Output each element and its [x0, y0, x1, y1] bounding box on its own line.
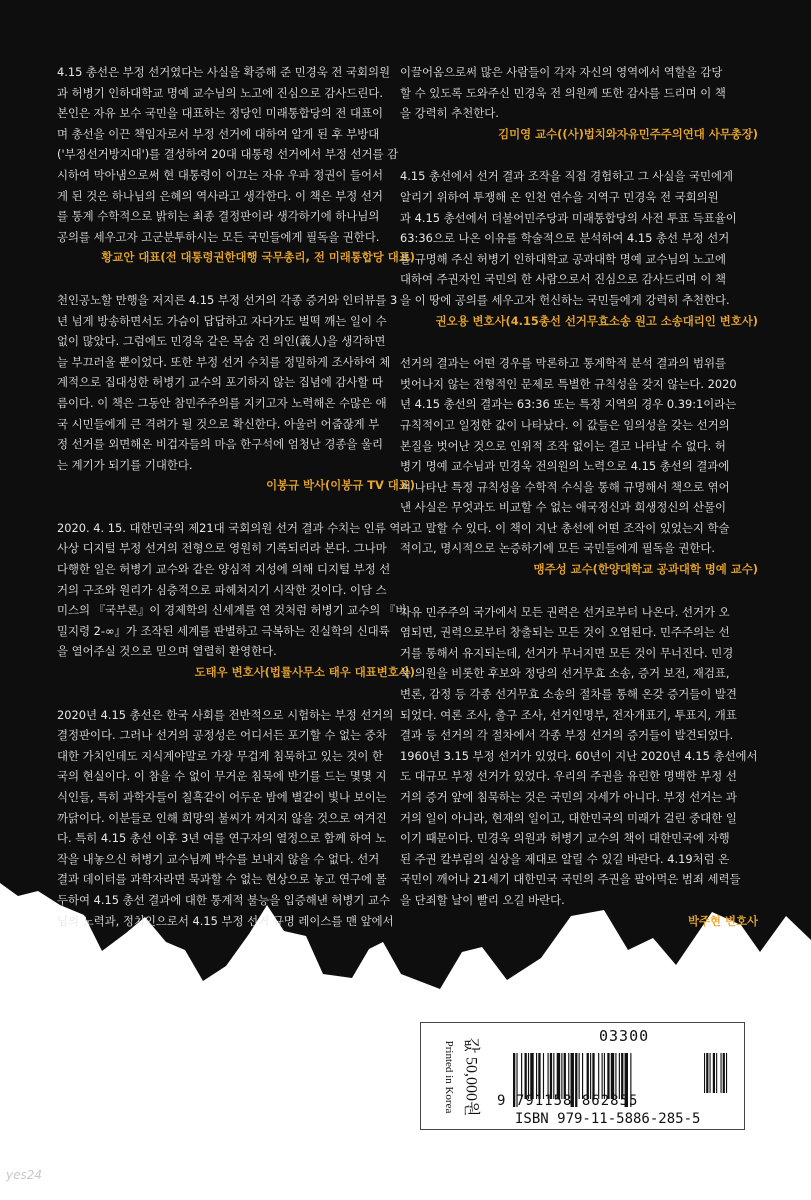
text-line: 되었다. 여론 조사, 출구 조사, 선거인명부, 전자개표기, 투표지, 개표	[400, 707, 737, 722]
text-line: 을 단죄할 날이 빨리 오길 바란다.	[400, 892, 565, 907]
text-line: 거의 구조와 원리가 심층적으로 파헤쳐지기 시작한 것이다. 이담 스	[57, 582, 387, 597]
text-line: 까닭이다. 이분들로 인해 희망의 불씨가 꺼지지 않을 것으로 여겨진	[57, 810, 387, 825]
recommendation-right-2	[400, 166, 758, 331]
text-line: 없이 많았다. 그럼에도 민경욱 같은 목숨 건 의인(義人)을 생각하면	[57, 334, 386, 349]
text-line: 알리기 위하여 투쟁해 온 인천 연수을 지역구 민경욱 전 국회의원	[400, 189, 719, 204]
recommender-signature: 박주현 변호사	[688, 913, 758, 928]
text-line: 며 총선을 이끈 책임자로서 부정 선거에 대하여 알게 된 후 부방대	[57, 126, 380, 141]
text-line: 본질을 벗어난 것으로 인위적 조작 없이는 결코 나타날 수 없다. 허	[400, 438, 726, 453]
text-line: 시하여 막아냄으로써 현 대통령이 이끄는 자유 우파 정권이 들어서	[57, 167, 384, 182]
text-line: 과 4.15 총선에서 더불어민주당과 미래통합당의 사전 투표 득표율이	[400, 210, 737, 225]
text-line: 년 4.15 총선의 결과는 63:36 또는 특정 지역의 경우 0.39:1이라는	[400, 397, 737, 412]
text-line: 변론, 감정 등 각종 선거무효 소송의 절차를 통해 온갖 증거들이 발견	[400, 687, 737, 702]
text-line: 과 허병기 인하대학교 명예 교수님의 노고에 진심으로 감사드린다.	[57, 85, 384, 100]
text-line: 4.15 총선에서 선거 결과 조작을 직접 경험하고 그 사실을 국민에게	[400, 169, 734, 184]
text-line: 대한 가치인데도 지식계야말로 가장 무겁게 침묵하고 있는 것이 한	[57, 748, 384, 763]
text-line: 결과 등 선거의 각 절차에서 각종 부정 선거의 증거들이 발견되었다.	[400, 728, 734, 743]
text-line: 낸 사실은 무엇과도 비교할 수 없는 애국정신과 희생정신의 산물이	[400, 500, 727, 515]
price-text: 값 50,000원	[462, 1037, 480, 1117]
text-line: 라고 말할 수 있다. 이 책이 지난 총선에 어떤 조작이 있었는지 학술	[400, 520, 730, 535]
recommender-signature: 김미영 교수((사)법치와자유민주주의연대 사무총장)	[498, 126, 758, 141]
addon-bar	[704, 1053, 705, 1093]
text-line: 다행한 일은 허병기 교수와 같은 양심적 지성에 의해 디지털 부정 선	[57, 562, 391, 577]
recommendation-left-3	[57, 518, 415, 683]
text-line: 선거의 결과는 어떤 경우를 막론하고 통계학적 분석 결과의 범위를	[400, 356, 727, 371]
printed-in-korea-text: Printed in Korea	[443, 1040, 455, 1114]
text-line: 님의 노력과, 정치인으로서 4.15 부정 선거 규명 레이스를 맨 앞에서	[57, 913, 394, 928]
text-line: 를 규명해 주신 허병기 인하대학교 공과대학 명예 교수님의 노고에	[400, 251, 727, 266]
text-line: 벗어나지 않는 전형적인 문제로 특별한 규칙성을 갖지 않는다. 2020	[400, 376, 737, 391]
recommender-signature: 황교안 대표(전 대통령권한대행 국무총리, 전 미래통합당 대표)	[101, 250, 415, 265]
recommendation-right-4	[400, 602, 758, 932]
text-line: 염되면, 권력으로부터 창출되는 모든 것이 오염된다. 민주주의는 선	[400, 625, 730, 640]
recommender-signature: 권오용 변호사(4.15총선 선거무효소송 원고 소송대리인 변호사)	[435, 313, 758, 328]
addon-number: 03300	[599, 1027, 650, 1045]
text-line: 을 강력히 추천한다.	[400, 106, 499, 121]
recommendation-right-3	[400, 353, 758, 580]
addon-bar	[721, 1053, 722, 1093]
text-line: 결과 데이터를 과학자라면 묵과할 수 없는 현상으로 놓고 연구에 몰	[57, 872, 387, 887]
text-line: 두하여 4.15 총선 결과에 대한 통계적 불능을 입증해낸 허병기 교수	[57, 892, 391, 907]
recommendation-text	[400, 602, 758, 911]
text-line: 름이다. 이 책은 그동안 참민주주의를 지키고자 노력해온 수많은 애	[57, 395, 387, 410]
text-line: 대하여 주권자인 국민의 한 사람으로서 진심으로 감사드리며 이 책	[400, 272, 727, 287]
text-line: 2020년 4.15 총선은 한국 사회를 전반적으로 시험하는 부정 선거의	[57, 707, 394, 722]
recommendation-text	[400, 353, 758, 559]
recommendation-text	[57, 518, 415, 662]
recommendation-text	[400, 62, 758, 124]
recommendation-text	[57, 705, 415, 932]
isbn-barcode-box	[420, 1022, 745, 1130]
text-line: 거를 통해서 유지되는데, 선거가 무너지면 모든 것이 무너진다. 민경	[400, 645, 734, 660]
text-line: 다. 특히 4.15 총선 이후 3년 여를 연구자의 열정으로 함께 하여 노	[57, 831, 387, 846]
recommendation-left-1	[57, 62, 415, 268]
recommender-signature: 맹주성 교수(한양대학교 공과대학 명예 교수)	[533, 562, 758, 577]
addon-bar	[726, 1053, 727, 1093]
text-line: 도 대규모 부정 선거가 있었다. 우리의 주권을 유린한 명백한 부정 선	[400, 769, 737, 784]
right-column	[400, 62, 758, 953]
text-line: 4.15 총선은 부정 선거였다는 사실을 확증해 준 민경욱 전 국회의원	[57, 65, 391, 79]
price-label	[421, 1023, 499, 1131]
text-line: 년 넘게 방송하면서도 가슴이 답답하고 자다가도 벌떡 깨는 일이 수	[57, 313, 387, 328]
text-line: 미스의 『국부론』이 경제학의 신세계를 연 것처럼 허병기 교수의 『비	[57, 603, 407, 618]
text-line: 정 선거를 외면해온 비겁자들의 마음 한구석에 엄청난 경종을 울리	[57, 437, 384, 452]
text-line: 이끌어옴으로써 많은 사람들이 각자 자신의 영역에서 역할을 감당	[400, 65, 723, 79]
addon-bar	[706, 1053, 708, 1093]
text-line: 거의 일이 아니라, 현재의 일이고, 대한민국의 미래가 걸린 중대한 일	[400, 810, 737, 825]
text-line: 2020. 4. 15. 대한민국의 제21대 국회의원 선거 결과 수치는 인류 역	[57, 520, 401, 535]
left-column	[57, 62, 415, 931]
text-line: 자유 민주주의 국가에서 모든 권력은 선거로부터 나온다. 선거가 오	[400, 604, 730, 619]
text-line: 서 나타난 특정 규칙성을 수학적 수식을 통해 규명해서 책으로 엮어	[400, 479, 730, 494]
text-line: 결정판이다. 그러나 선거의 공정성은 어디서든 포기할 수 없는 중차	[57, 728, 387, 743]
recommendation-text	[400, 166, 758, 310]
text-line: 된 주권 칼부림의 실상을 제대로 알릴 수 있길 바란다. 4.19처럼 온	[400, 851, 730, 866]
text-line: 을 이 땅에 공의를 세우고자 헌신하는 국민들에게 강력히 추천한다.	[400, 292, 730, 307]
text-line: 늘 부끄러울 뿐이었다. 또한 부정 선거 수치를 정밀하게 조사하여 체	[57, 354, 391, 369]
text-line: 할 수 있도록 도와주신 민경욱 전 의원께 또한 감사를 드리며 이 책	[400, 85, 726, 100]
text-line: ('부정선거방지대')를 결성하여 20대 대통령 선거에서 부정 선거를 감	[57, 147, 399, 162]
text-line: 국 시민들에게 큰 격려가 될 것으로 확신한다. 아울러 어줍잖게 부	[57, 416, 380, 431]
text-line: 공의를 세우고자 고군분투하시는 모든 국민들에게 필독을 권한다.	[57, 229, 380, 244]
addon-barcode	[703, 1053, 737, 1093]
text-line: 국의 현실이다. 이 참을 수 없이 무거운 침묵에 반기를 드는 몇몇 지	[57, 769, 387, 784]
recommendation-left-2	[57, 290, 415, 496]
text-line: 63:36으로 나온 이유를 학술적으로 분석하여 4.15 총선 부정 선거	[400, 231, 730, 246]
addon-bar	[716, 1053, 717, 1093]
text-line: 국민이 깨어나 21세기 대한민국 국민의 주권을 팔아먹은 범죄 세력들	[400, 872, 741, 887]
text-line: 병기 명예 교수님과 민경욱 전의원의 노력으로 4.15 총선의 결과에	[400, 459, 730, 474]
recommendation-right-1	[400, 62, 758, 144]
text-line: 밀지령 2-∞』가 조작된 세계를 판별하고 극복하는 진실학의 신대륙	[57, 623, 390, 638]
text-line: 거의 증거 앞에 침묵하는 것은 국민의 자세가 아니다. 부정 선거는 과	[400, 790, 737, 804]
text-line: 본인은 자유 보수 국민을 대표하는 정당인 미래통합당의 전 대표이	[57, 106, 384, 121]
text-line: 규칙적이고 일정한 값이 나타났다. 이 값들은 임의성을 갖는 선거의	[400, 417, 730, 432]
text-line: 게 된 것은 하나님의 은혜의 역사라고 생각한다. 이 책은 부정 선거	[57, 188, 383, 203]
text-line: 천인공노할 만행을 저지른 4.15 부정 선거의 각종 증거와 인터뷰를 3	[57, 292, 398, 307]
isbn-text: ISBN 979-11-5886-285-5	[515, 1111, 701, 1127]
text-line: 이기 때문이다. 민경욱 의원과 허병기 교수의 책이 대한민국에 자행	[400, 831, 730, 846]
text-line: 를 통계 수학적으로 밝히는 최종 결정판이라 생각하기에 하나님의	[57, 209, 380, 224]
text-line: 계적으로 집대성한 허병기 교수의 포기하지 않는 집념에 감사할 따	[57, 375, 384, 390]
text-line: 욱 의원을 비롯한 후보와 정당의 선거무효 소송, 증거 보전, 재검표,	[400, 666, 730, 681]
text-line: 작을 내놓으신 허병기 교수님께 박수를 보내지 않을 수 없다. 선거	[57, 851, 380, 866]
text-line: 1960년 3.15 부정 선거가 있었다. 60년이 지난 2020년 4.15 총선에서	[400, 748, 758, 763]
recommender-signature: 도태우 변호사(법률사무소 태우 대표변호사)	[194, 665, 415, 680]
text-line: 을 열어주실 것으로 믿으며 열렬히 환영한다.	[57, 644, 277, 659]
recommender-signature: 이봉규 박사(이봉규 TV 대표)	[266, 478, 415, 493]
recommendation-left-4	[57, 705, 415, 932]
addon-bar	[723, 1053, 725, 1093]
text-line: 식인들, 특히 과학자들이 칠흑같이 어두운 밤에 별같이 빛나 보이는	[57, 790, 387, 804]
watermark: yes24	[6, 1168, 43, 1182]
text-line: 사상 디지털 부정 선거의 전형으로 영원히 기록되리라 본다. 그나마	[57, 541, 387, 556]
recommendation-text	[57, 290, 415, 475]
text-line: 적이고, 명시적으로 논증하기에 모든 국민들에게 필독을 권한다.	[400, 541, 716, 556]
barcode-number: 9 791158 862855	[497, 1093, 639, 1109]
addon-bar	[710, 1053, 711, 1093]
recommendation-text	[57, 62, 415, 247]
addon-bar	[713, 1053, 715, 1093]
text-line: 는 계기가 되기를 기대한다.	[57, 457, 193, 472]
